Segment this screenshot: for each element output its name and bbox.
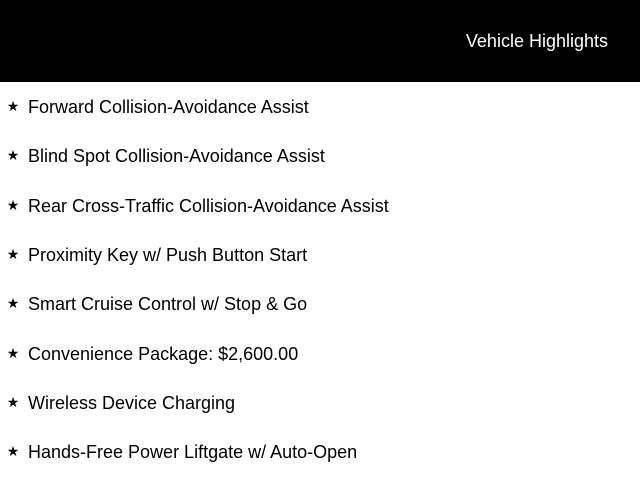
highlight-label: Hands-Free Power Liftgate w/ Auto-Open: [28, 441, 358, 462]
star-icon: ★: [6, 444, 20, 460]
list-item: [0, 292, 640, 316]
star-icon: ★: [6, 346, 20, 362]
star-icon: ★: [6, 99, 20, 115]
highlight-label: Rear Cross-Traffic Collision-Avoidance Assist: [28, 195, 389, 216]
list-item: [0, 243, 640, 267]
list-item: [0, 194, 640, 218]
highlight-label: Forward Collision-Avoidance Assist: [28, 96, 309, 117]
page-title: Vehicle Highlights: [465, 31, 608, 51]
header-bar: [0, 0, 640, 82]
highlight-label: Proximity Key w/ Push Button Start: [28, 244, 308, 265]
star-icon: ★: [6, 247, 20, 263]
highlight-label: Blind Spot Collision-Avoidance Assist: [28, 145, 325, 166]
list-item: [0, 391, 640, 415]
star-icon: ★: [6, 395, 20, 411]
star-icon: ★: [6, 198, 20, 214]
list-item: [0, 440, 640, 464]
highlight-label: Smart Cruise Control w/ Stop & Go: [28, 293, 308, 314]
list-item: [0, 144, 640, 168]
list-item: [0, 95, 640, 119]
highlight-label: Convenience Package: $2,600.00: [28, 343, 299, 364]
star-icon: ★: [6, 148, 20, 164]
list-item: [0, 342, 640, 366]
highlight-label: Wireless Device Charging: [28, 392, 236, 413]
star-icon: ★: [6, 296, 20, 312]
